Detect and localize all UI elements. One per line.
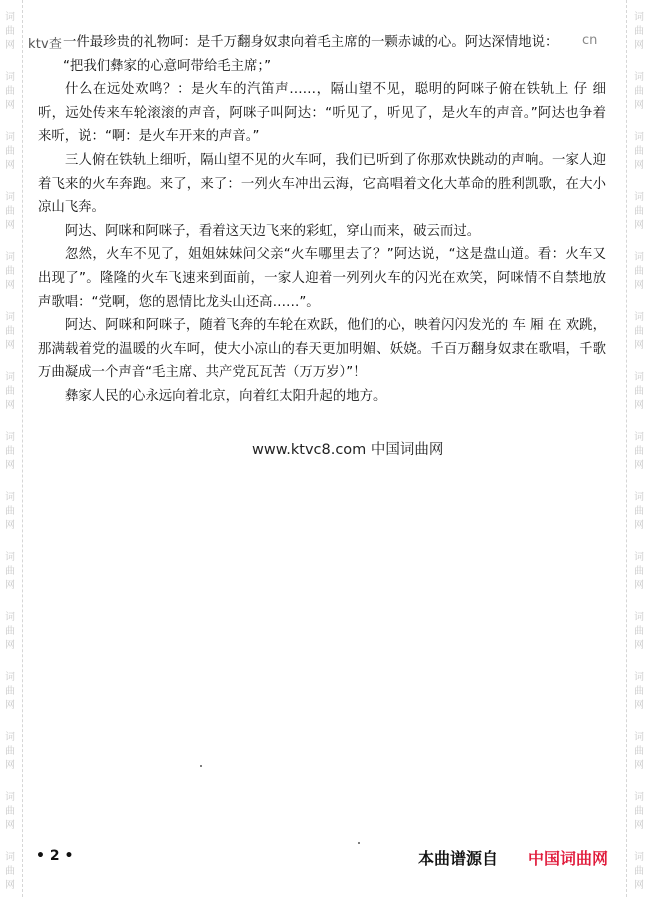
side-watermark-char: 曲 (5, 626, 15, 637)
side-watermark-char: 网 (5, 640, 15, 651)
paragraph-5: 阿达、阿咪和阿咪子，看着这天边飞来的彩虹，穿山而来，破云而过。 (65, 223, 481, 239)
side-watermark-char: 曲 (634, 326, 644, 337)
side-watermark-char: 词 (634, 12, 644, 23)
side-watermark-char: 词 (5, 252, 15, 263)
side-watermark-char: 网 (634, 400, 644, 411)
side-watermark-char: 曲 (634, 386, 644, 397)
side-watermark-char: 词 (634, 792, 644, 803)
side-watermark-char: 词 (5, 852, 15, 863)
side-watermark-char: 网 (634, 460, 644, 471)
side-watermark-char: 网 (5, 760, 15, 771)
page-number: • 2 • (36, 848, 74, 864)
side-watermark-char: 词 (634, 612, 644, 623)
side-watermark-char: 词 (5, 372, 15, 383)
side-watermark-char: 词 (634, 132, 644, 143)
side-watermark-char: 曲 (634, 866, 644, 877)
side-watermark-char: 网 (5, 700, 15, 711)
side-watermark-char: 词 (634, 732, 644, 743)
side-watermark-char: 词 (5, 312, 15, 323)
side-watermark-char: 曲 (5, 806, 15, 817)
side-watermark-char: 词 (634, 672, 644, 683)
side-watermark-char: 词 (5, 612, 15, 623)
side-watermark-char: 曲 (634, 446, 644, 457)
side-watermark-char: 曲 (5, 146, 15, 157)
side-watermark-char: 词 (5, 792, 15, 803)
side-watermark-char: 词 (634, 492, 644, 503)
side-watermark-char: 曲 (5, 746, 15, 757)
side-watermark-char: 网 (5, 580, 15, 591)
side-watermark-char: 网 (5, 100, 15, 111)
side-watermark-char: 曲 (5, 86, 15, 97)
side-watermark-char: 曲 (634, 566, 644, 577)
side-watermark-char: 曲 (634, 146, 644, 157)
side-watermark-char: 网 (634, 700, 644, 711)
side-watermark-char: 曲 (634, 26, 644, 37)
paragraph-6: 忽然，火车不见了，姐姐妹妹问父亲“火车哪里去了？”阿达说，“这是盘山道。看：火车又出现了”。隆隆的火车飞速来到面前，一家人迎着一列列火车的闪光在欢笑，阿咪情不自禁地放声歌唱：“党啊，您的恩情比龙头山还高……”。 (38, 247, 606, 310)
side-watermark-char: 网 (634, 40, 644, 51)
side-watermark-char: 网 (5, 880, 15, 891)
side-watermark-char: 曲 (5, 386, 15, 397)
side-watermark-char: 网 (634, 280, 644, 291)
side-watermark-char: 词 (634, 252, 644, 263)
side-watermark-char: 曲 (634, 686, 644, 697)
left-dashed-border (22, 0, 23, 897)
speck-mark (358, 842, 360, 844)
side-watermark-char: 曲 (5, 326, 15, 337)
side-watermark-char: 网 (634, 580, 644, 591)
side-watermark-char: 曲 (5, 206, 15, 217)
side-watermark-char: 网 (634, 880, 644, 891)
side-watermark-char: 词 (5, 132, 15, 143)
side-watermark-char: 网 (634, 220, 644, 231)
side-watermark-char: 网 (634, 160, 644, 171)
side-watermark-char: 词 (634, 372, 644, 383)
paragraph-8: 彝家人民的心永远向着北京，向着红太阳升起的地方。 (65, 388, 387, 404)
side-watermark-char: 词 (634, 852, 644, 863)
left-watermark-column (0, 0, 22, 897)
paragraph-1: 一件最珍贵的礼物呵：是千万翻身奴隶向着毛主席的一颗赤诚的心。阿达深情地说： (63, 35, 559, 50)
side-watermark-char: 曲 (5, 26, 15, 37)
paragraph-2: “把我们彝家的心意呵带给毛主席；” (63, 58, 272, 74)
side-watermark-char: 网 (5, 40, 15, 51)
side-watermark-char: 网 (5, 280, 15, 291)
side-watermark-char: 词 (634, 192, 644, 203)
article-body (38, 31, 606, 409)
side-watermark-char: 词 (634, 72, 644, 83)
side-watermark-char: 曲 (634, 746, 644, 757)
side-watermark-char: 网 (634, 520, 644, 531)
side-watermark-char: 曲 (5, 446, 15, 457)
side-watermark-char: 曲 (634, 626, 644, 637)
side-watermark-char: 词 (5, 192, 15, 203)
speck-mark (200, 765, 202, 767)
top-watermark: ktv查 (28, 37, 63, 52)
paragraph-7: 阿达、阿咪和阿咪子，随着飞奔的车轮在欢跃，他们的心，映着闪闪发光的 车 厢 在 欢跳，那满载着党的温暖的火车呵，使大小凉山的春天更加明媚、妖娆。千百万翻身奴隶在歌唱，千歌万曲凝成一个声音“毛主席、共产党瓦瓦苦（万万岁）”！ (38, 318, 606, 381)
side-watermark-char: 曲 (5, 686, 15, 697)
paragraph-4: 三人俯在铁轨上细听，隔山望不见的火车呵，我们已听到了你那欢快跳动的声响。一家人迎着飞来的火车奔跑。来了，来了：一列火车冲出云海，它高唱着文化大革命的胜利凯歌，在大小凉山飞奔。 (38, 152, 606, 216)
side-watermark-char: 网 (634, 340, 644, 351)
side-watermark-char: 词 (634, 312, 644, 323)
side-watermark-char: 曲 (5, 866, 15, 877)
side-watermark-char: 网 (634, 820, 644, 831)
top-right-watermark: cn (582, 33, 598, 48)
side-watermark-char: 网 (5, 220, 15, 231)
side-watermark-char: 曲 (634, 206, 644, 217)
side-watermark-char: 网 (5, 160, 15, 171)
site-url-line: www.ktvc8.com 中国词曲网 (252, 442, 444, 458)
side-watermark-char: 曲 (634, 86, 644, 97)
right-dashed-border (626, 0, 627, 897)
side-watermark-char: 曲 (5, 506, 15, 517)
side-watermark-char: 词 (5, 552, 15, 563)
footer-source-label: 本曲谱源自 (418, 849, 499, 868)
side-watermark-char: 词 (5, 432, 15, 443)
right-watermark-column (627, 0, 649, 897)
side-watermark-char: 词 (5, 12, 15, 23)
side-watermark-char: 网 (5, 460, 15, 471)
side-watermark-char: 词 (5, 492, 15, 503)
side-watermark-char: 网 (634, 640, 644, 651)
side-watermark-char: 曲 (634, 266, 644, 277)
side-watermark-char: 网 (5, 340, 15, 351)
side-watermark-char: 词 (5, 672, 15, 683)
side-watermark-char: 曲 (5, 266, 15, 277)
side-watermark-char: 词 (634, 552, 644, 563)
side-watermark-char: 词 (634, 432, 644, 443)
side-watermark-char: 网 (634, 100, 644, 111)
side-watermark-char: 网 (5, 400, 15, 411)
side-watermark-char: 词 (5, 72, 15, 83)
side-watermark-char: 网 (5, 820, 15, 831)
side-watermark-char: 曲 (5, 566, 15, 577)
side-watermark-char: 曲 (634, 806, 644, 817)
footer-brand: 中国词曲网 (528, 849, 609, 868)
side-watermark-char: 曲 (634, 506, 644, 517)
side-watermark-char: 网 (5, 520, 15, 531)
side-watermark-char: 网 (634, 760, 644, 771)
paragraph-3: 什么在远处欢鸣？：是火车的汽笛声……，隔山望不见，聪明的阿咪子俯在铁轨上 仔 细听，远处传来车轮滚滚的声音，阿咪子叫阿达：“听见了，听见了，是火车的声音。”阿达也争着来听，说：“啊：是火车开来的声音。” (38, 82, 606, 145)
side-watermark-char: 词 (5, 732, 15, 743)
